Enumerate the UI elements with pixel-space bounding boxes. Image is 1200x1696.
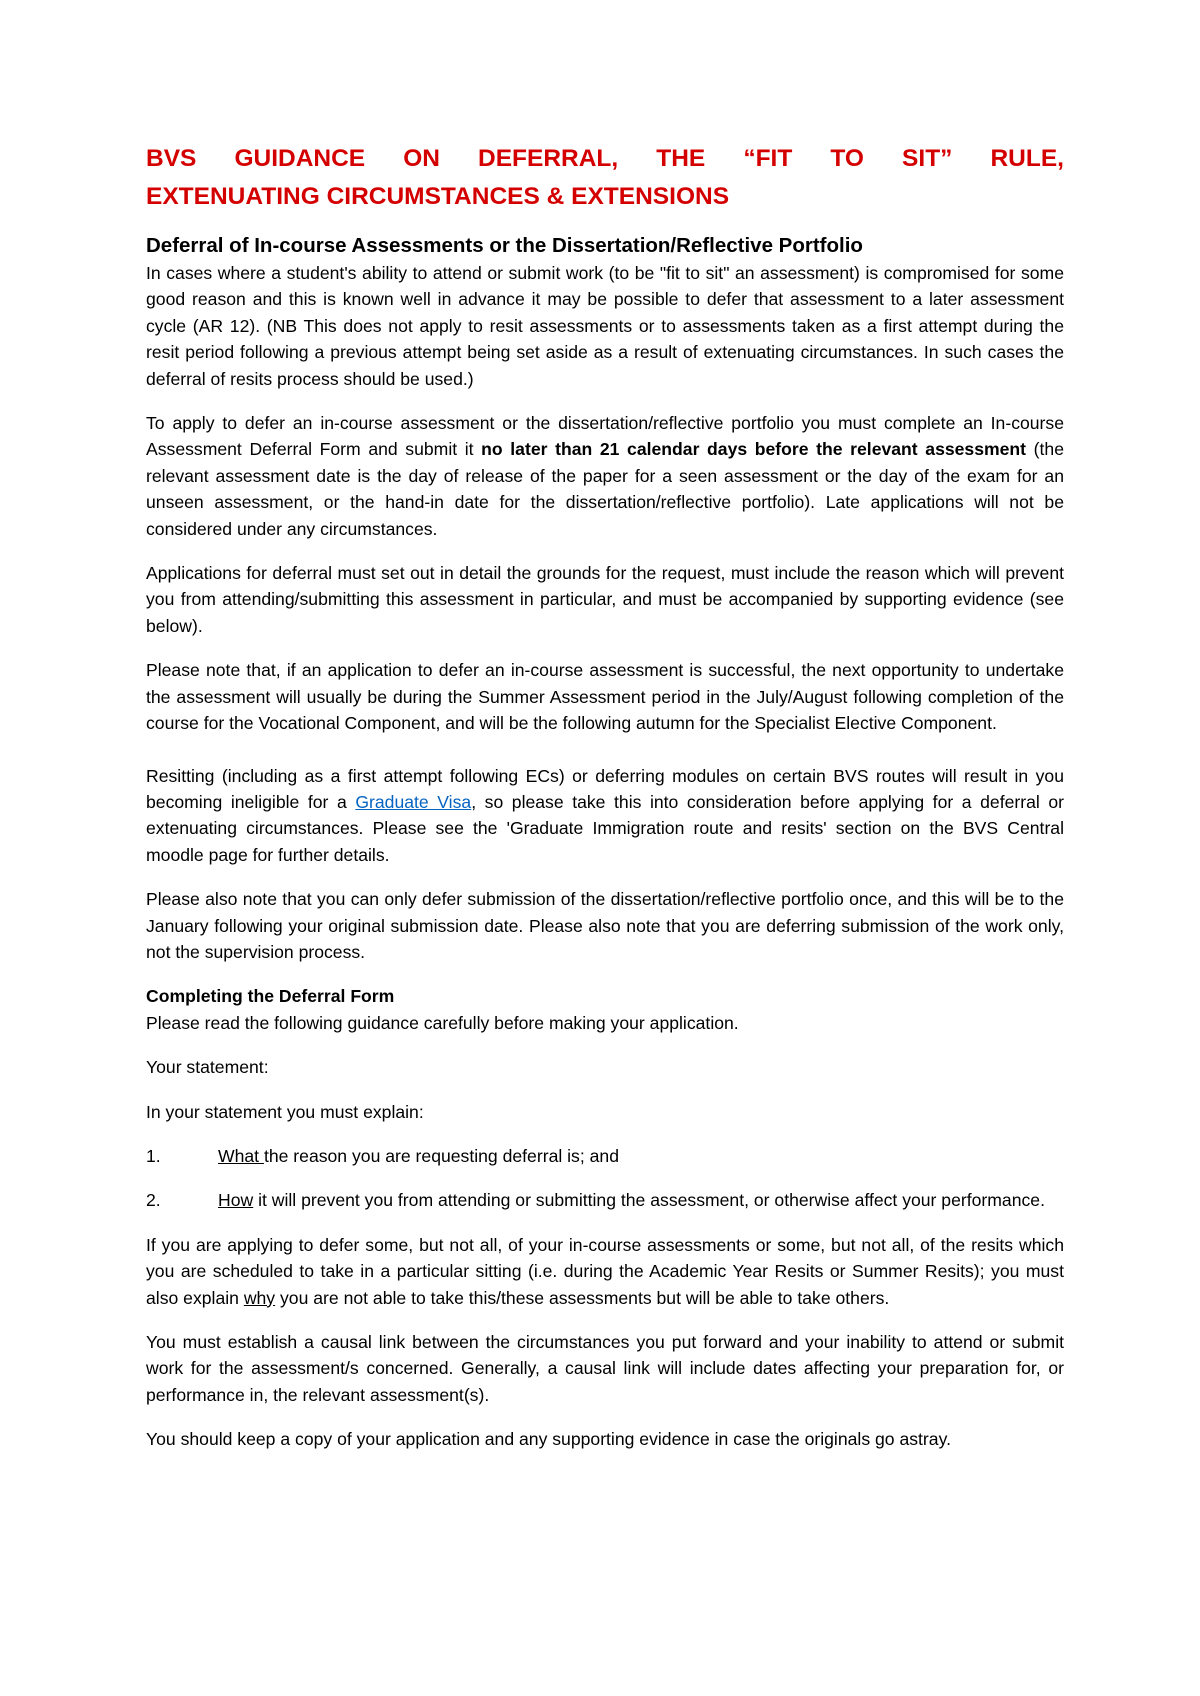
list-rest: the reason you are requesting deferral is; and — [263, 1145, 619, 1166]
paragraph-fit-to-sit: In cases where a student's ability to attend or submit work (to be "fit to sit" an assessment) is compromised for some good reason and this is known well in advance it may be possible to defer that assessment to a later assessment cycle (AR 12). (NB This does not apply to resit assessments or to assessments taken as a first attempt during the resit period following a previous attempt being set aside as a result of extenuating circumstances. In such cases the deferral of resits process should be used.) — [146, 263, 1064, 389]
list-text — [218, 1143, 1064, 1169]
apply-text-start: To apply to defer an in-course assessment or the dissertation/reflective portfolio you must complete an In-course Assessment Deferral Form and submit it — [146, 413, 1064, 460]
why-underlined: why — [243, 1287, 276, 1308]
list-number: 1. — [146, 1145, 161, 1166]
paragraph-grounds: Applications for deferral must set out in detail the grounds for the request, must include the reason which will prevent you from attending/submitting this assessment in particular, and must be accompanied by supporting evidence (see below). — [146, 563, 1064, 636]
title-line-2: EXTENUATING CIRCUMSTANCES & EXTENSIONS — [146, 183, 730, 210]
list-number: 2. — [146, 1190, 161, 1211]
list-lead-underlined: What — [218, 1145, 264, 1166]
paragraph-read-guidance: Please read the following guidance carefully before making your application. — [146, 1012, 739, 1033]
visa-text-end: , so please take this into consideration before applying for a deferral or extenuating circumstances. Please see the 'Graduate Immigration route and resits' section on the BVS Central moodle page for further details. — [146, 791, 1065, 865]
graduate-visa-link[interactable]: Graduate Visa — [355, 791, 472, 812]
paragraph-how-to-apply — [146, 410, 1064, 542]
list-rest: it will prevent you from attending or submitting the assessment, or otherwise affect your performance. — [253, 1190, 1045, 1211]
label-your-statement: Your statement: — [146, 1057, 269, 1078]
paragraph-graduate-visa — [146, 763, 1064, 869]
spacer — [146, 755, 1064, 763]
paragraph-partial-deferral — [146, 1232, 1064, 1311]
paragraph-defer-once: Please also note that you can only defer submission of the dissertation/reflective portfolio once, and this will be to the January following your original submission date. Please also note that you are deferring submission of the work only, not the supervision process. — [146, 889, 1064, 962]
list-item — [146, 1187, 1064, 1213]
label-must-explain: In your statement you must explain: — [146, 1101, 424, 1122]
document-title — [146, 140, 1064, 216]
list-item — [146, 1143, 1064, 1169]
paragraph-keep-copy: You should keep a copy of your application and any supporting evidence in case the originals go astray. — [146, 1429, 951, 1450]
list-text — [218, 1187, 1064, 1213]
paragraph-next-opportunity: Please note that, if an application to defer an in-course assessment is successful, the next opportunity to undertake the assessment will usually be during the Summer Assessment period in the July/August following completion of the course for the Vocational Component, and will be the following autumn for the Specialist Elective Component. — [146, 660, 1064, 734]
document-page — [146, 140, 1064, 1471]
apply-text-end: (the relevant assessment date is the day of release of the paper for a seen assessment or the day of the exam for an unseen assessment, or the hand-in date for the dissertation/reflective portfolio). Late applications will not be considered under any circumstances. — [146, 439, 1064, 539]
section-heading-deferral: Deferral of In-course Assessments or the Dissertation/Reflective Portfolio — [146, 234, 863, 257]
visa-text-start: Resitting (including as a first attempt following ECs) or deferring modules on certain BVS routes will result in you becoming ineligible for a — [146, 765, 1064, 812]
partial-text-start: If you are applying to defer some, but not all, of your in-course assessments or some, but not all, of the resits which you are scheduled to take in a particular sitting (i.e. during the Academic Year Resits or Summer Resits); you must also explain — [146, 1234, 1064, 1308]
deadline-emphasis: no later than 21 calendar days before the relevant assessment — [481, 439, 1027, 460]
title-line-1: BVS GUIDANCE ON DEFERRAL, THE “FIT TO SIT” RULE, — [146, 145, 1064, 172]
section-heading-completing-form: Completing the Deferral Form — [146, 986, 395, 1007]
paragraph-causal-link: You must establish a causal link between the circumstances you put forward and your inability to attend or submit work for the assessment/s concerned. Generally, a causal link will include dates affecting your preparation for, or performance in, the relevant assessment(s). — [146, 1332, 1064, 1405]
list-lead-underlined: How — [218, 1190, 254, 1211]
partial-text-end: you are not able to take this/these assessments but will be able to take others. — [275, 1287, 890, 1308]
